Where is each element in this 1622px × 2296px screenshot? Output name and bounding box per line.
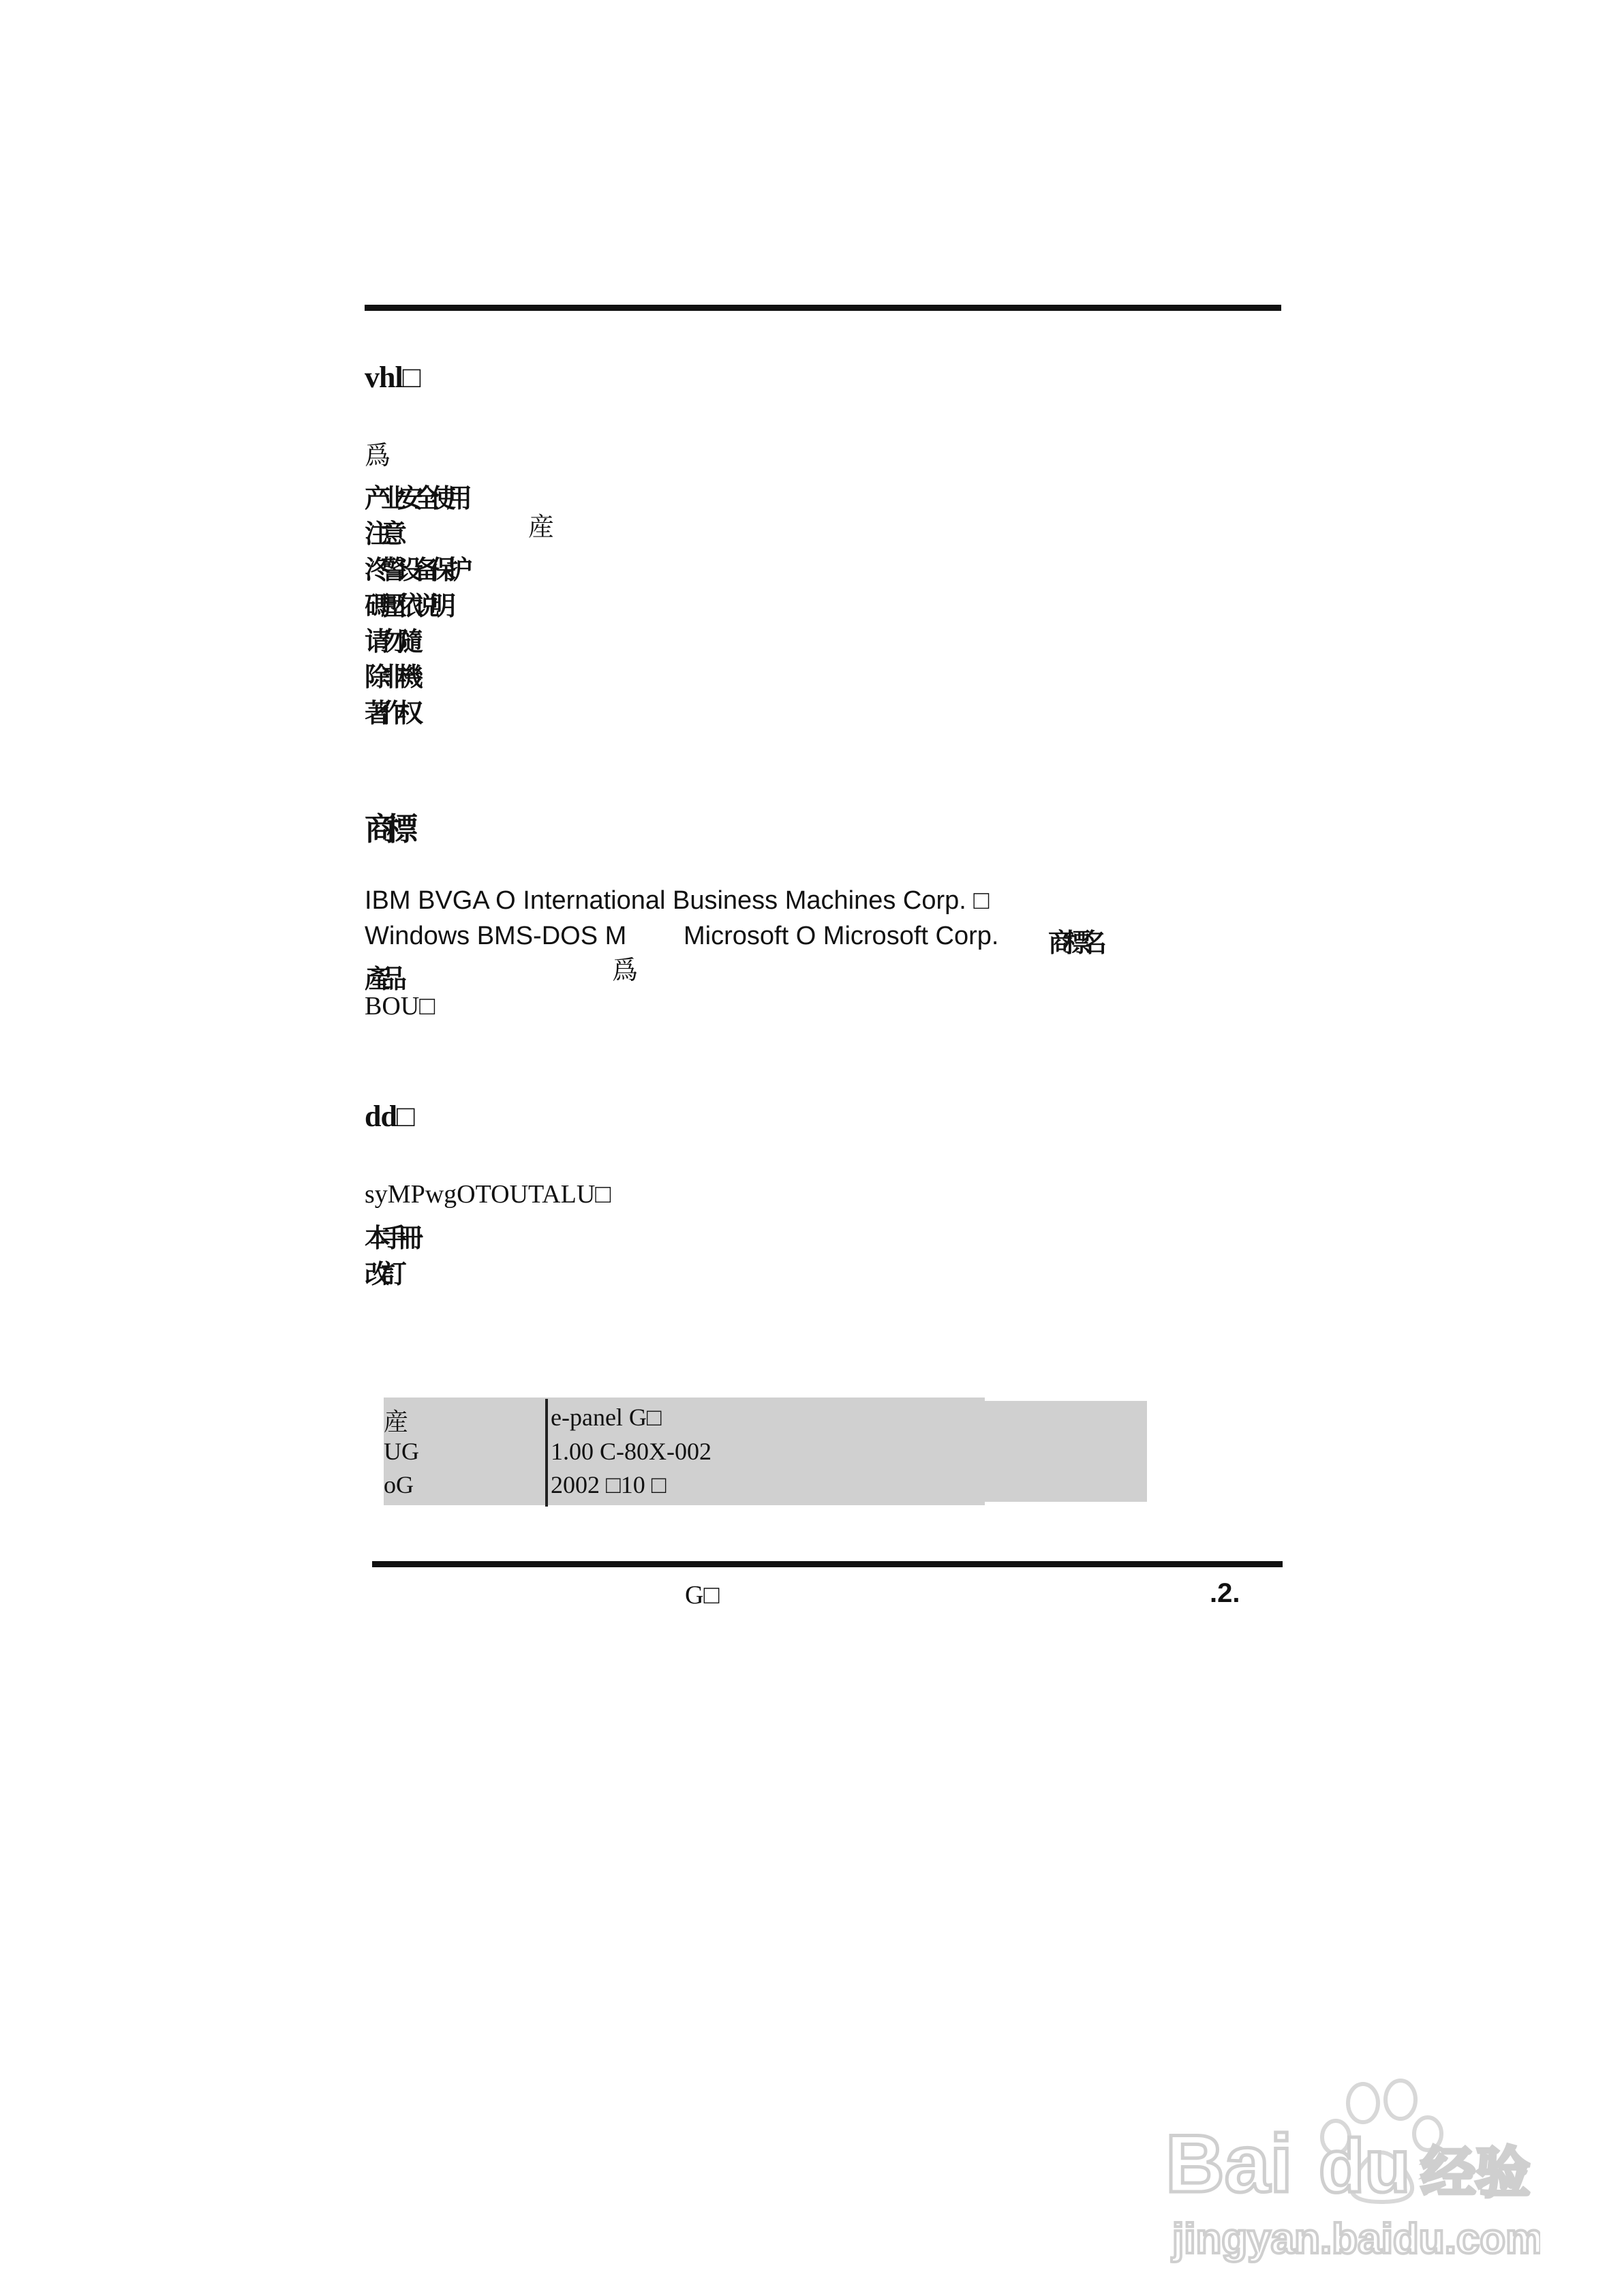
section1-line: 注意 (365, 520, 398, 549)
trademark-line-windows-suffix: 商標名 (1048, 929, 1098, 958)
section1-heading: vhl□ (365, 361, 420, 394)
info-table-value: e-panel G□ (551, 1404, 662, 1431)
footer-center-text: G□ (685, 1581, 720, 1610)
trademark-line-3-suffix: 爲 (612, 956, 639, 985)
section3-line: 本手冊 (365, 1224, 414, 1253)
info-table-label: 産 (384, 1408, 409, 1436)
section2-heading: 商標 (365, 812, 408, 847)
baidu-watermark (1159, 2072, 1540, 2270)
section3-line: 改訂 (365, 1260, 398, 1289)
info-table-value: 2002 □10 □ (551, 1471, 667, 1498)
section1-line: 请勿隨 (365, 628, 414, 656)
section1-line: 泈警设备保护 (365, 556, 463, 585)
trademark-line-windows-prefix: Windows BMS-DOS M (365, 922, 627, 950)
watermark-brand-cn: 经验 (1421, 2141, 1530, 2205)
section1-line: 爲 (365, 442, 391, 470)
info-table-value: 1.00 C-80X-002 (551, 1438, 711, 1465)
section1-line: 产业安全使用 (365, 485, 463, 513)
info-table-notch (985, 1502, 1148, 1505)
section1-line: 除非機 (365, 663, 414, 692)
bottom-rule (372, 1561, 1283, 1567)
trademark-line-ibm: IBM BVGA O International Business Machines Corp. □ (365, 886, 990, 915)
watermark-brand2: du (1319, 2124, 1411, 2208)
trademark-line-windows-mid: Microsoft O Microsoft Corp. (684, 922, 999, 950)
info-table-label: oG (384, 1471, 414, 1498)
page-number: .2. (1210, 1578, 1240, 1608)
section1-line: 碼壓依说明 (365, 592, 447, 621)
paw-icon (1159, 2072, 1540, 2270)
watermark-url: jingyan.baidu.com (1172, 2216, 1540, 2263)
section1-line: 著作权 (365, 699, 414, 728)
info-table-label: UG (384, 1438, 419, 1465)
section3-heading: dd□ (365, 1100, 414, 1133)
section3-line: syMPwgOTOUTALU□ (365, 1180, 611, 1209)
info-table-divider (545, 1399, 548, 1507)
top-rule (365, 305, 1281, 311)
trademark-line-3-prefix: 產品 (365, 965, 398, 994)
watermark-brand: Bai (1165, 2118, 1293, 2209)
info-table-notch (985, 1398, 1148, 1401)
info-table-background (384, 1398, 1147, 1505)
trademark-line-4: BOU□ (365, 992, 435, 1021)
section1-line-extra: 産 (528, 513, 555, 542)
